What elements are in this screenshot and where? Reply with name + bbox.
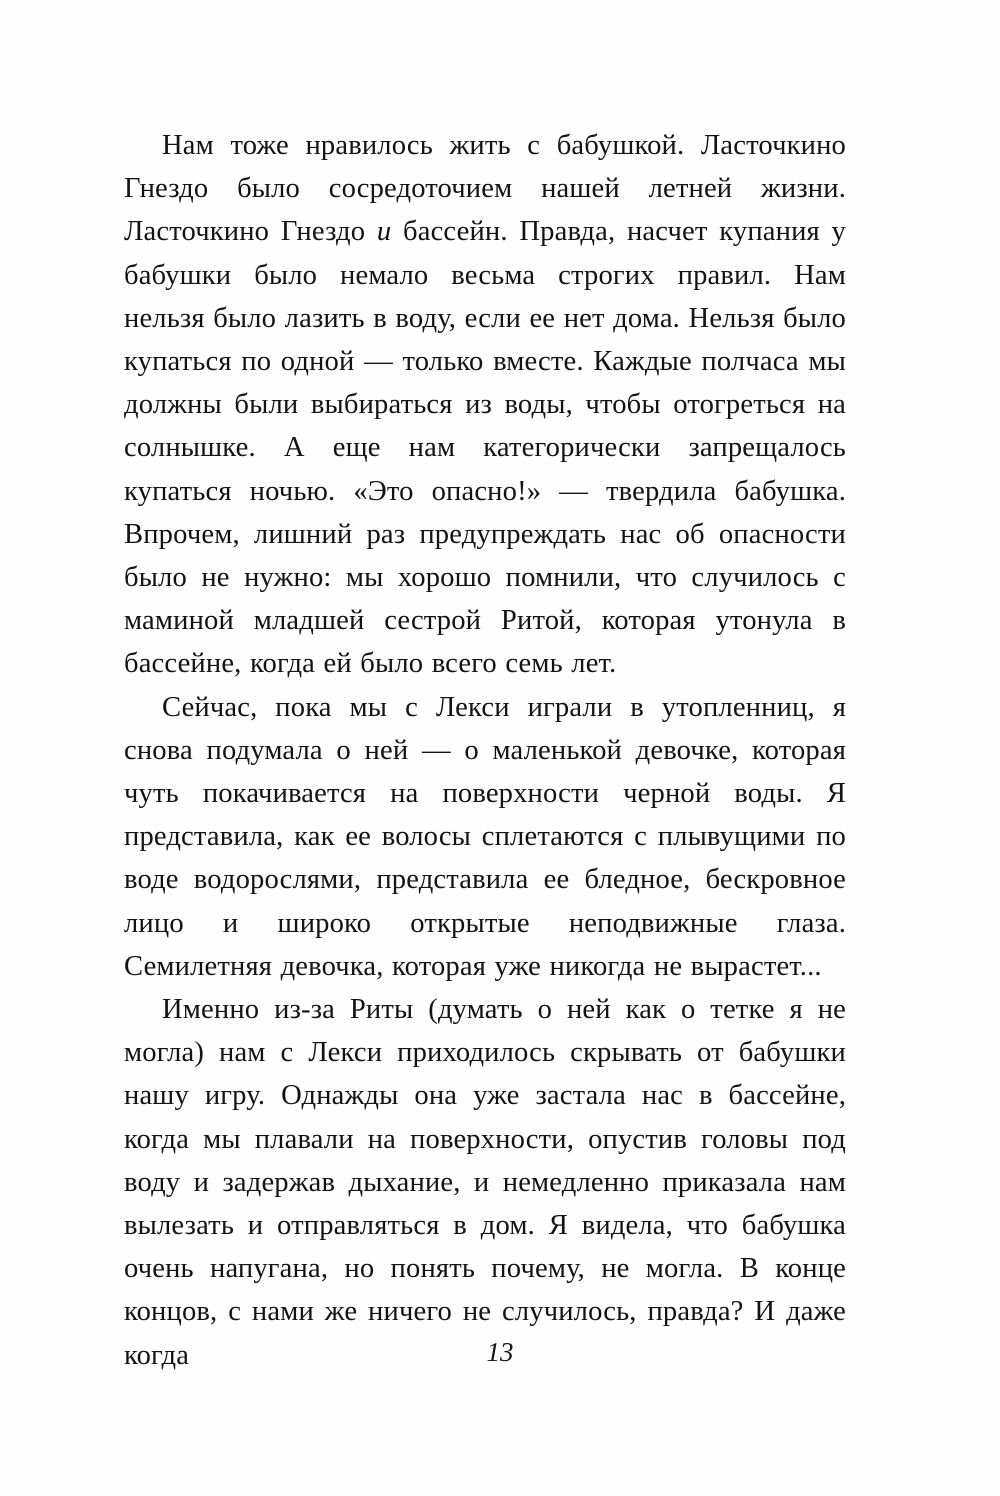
page-number: 13 <box>486 1337 514 1367</box>
paragraph: Сейчас, пока мы с Лекси играли в утопленниц, я снова подумала о ней — о маленькой девочке, которая чуть покачивается на поверхности черной воды. Я представила, как ее волосы сплетаются с плывущими по воде водорослями, представила ее бледное, бескровное лицо и широко открытые неподвижные глаза. Семилетняя девочка, которая уже никогда не вырастет... <box>124 691 846 982</box>
paragraph: Именно из-за Риты (думать о ней как о тетке я не могла) нам с Лекси приходилось скрывать от бабушки нашу игру. Однажды она уже застала нас в бассейне, когда мы плавали на поверхности, опустив головы под воду и задержав дыхание, и немедленно приказала нам вылезать и отправляться в дом. Я видела, что бабушка очень напугана, но понять почему, не могла. В конце концов, с нами же ничего не случилось, правда? И даже когда <box>124 994 846 1371</box>
page-text-block <box>124 124 846 1377</box>
paragraph: Нам тоже нравилось жить с бабушкой. Ласточкино Гнездо было сосредоточием нашей летней жизни. Ласточкино Гнездо и бассейн. Правда, насчет купания у бабушки было немало весьма строгих правил. Нам нельзя было лазить в воду, если ее нет дома. Нельзя было купаться по одной — только вместе. Каждые полчаса мы должны были выбираться из воды, чтобы отогреться на солнышке. А еще нам категорически запрещалось купаться ночью. «Это опасно!» — твердила бабушка. Впрочем, лишний раз предупреждать нас об опасности было не нужно: мы хорошо помнили, что случилось с маминой младшей сестрой Ритой, которая утонула в бассейне, когда ей было всего семь лет. <box>124 130 846 680</box>
emphasis-text: и <box>376 216 392 248</box>
